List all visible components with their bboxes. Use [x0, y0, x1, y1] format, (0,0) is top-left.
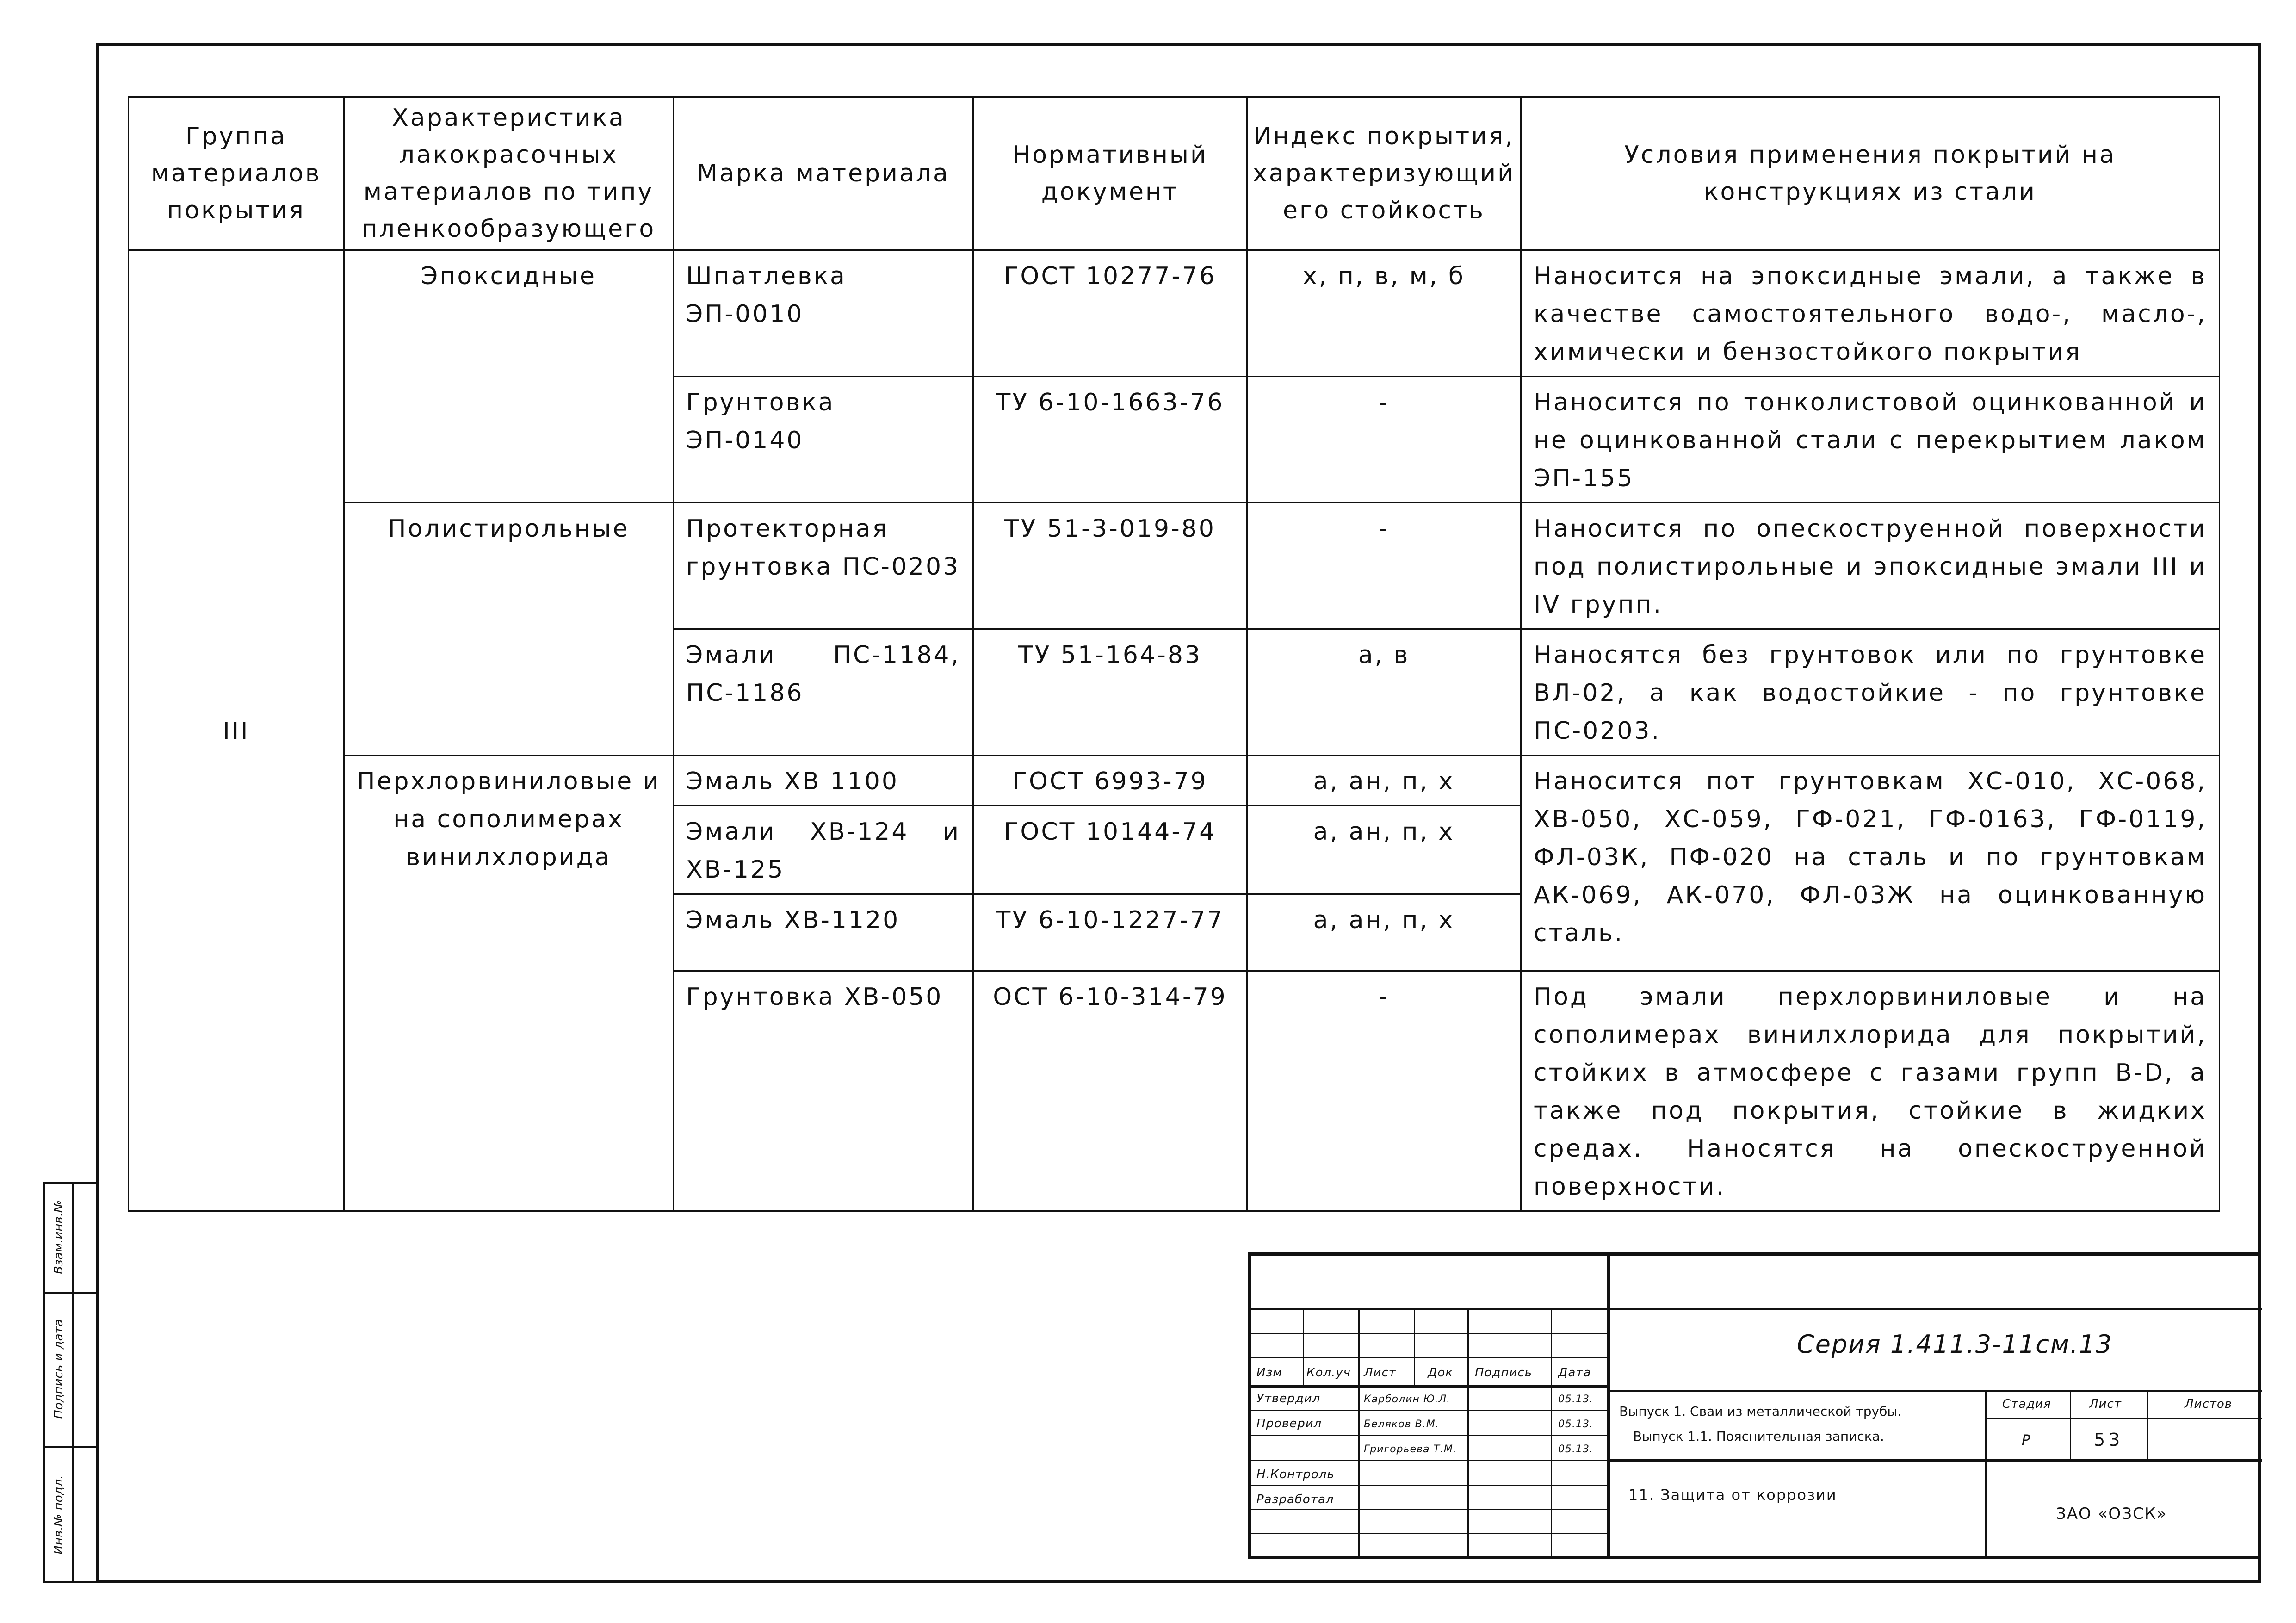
- conditions-cell: Наносится по тонколистовой оцинкованной и не оцинкованной стали с перекрытием лаком ЭП-155: [1521, 377, 2220, 503]
- sheets-label: Листов: [2185, 1397, 2233, 1411]
- index-cell: а, в: [1247, 629, 1521, 756]
- section-title: 11. Защита от коррозии: [1628, 1486, 1837, 1504]
- header-conditions: Условия применения покрытий на конструкциях из стали: [1521, 97, 2220, 250]
- role-checked: Проверил: [1256, 1417, 1322, 1431]
- role-norm: Н.Контроль: [1256, 1468, 1335, 1481]
- mark-cell: Шпатлевка ЭП-0010: [674, 250, 973, 377]
- mark-cell: Протекторная грунтовка ПС-0203: [674, 503, 973, 629]
- table-row: [129, 250, 2220, 377]
- mark-cell: Эмали ПС-1184, ПС-1186: [674, 629, 973, 756]
- doc-cell: ТУ 51-164-83: [973, 629, 1247, 756]
- type-perchlor: Перхлорвиниловые и на сополимерах винилхлорида: [344, 756, 674, 1211]
- index-cell: х, п, в, м, б: [1247, 250, 1521, 377]
- doc-cell: ТУ 6-10-1227-77: [973, 894, 1247, 971]
- issue-line-1: Выпуск 1. Сваи из металлической трубы.: [1619, 1404, 1902, 1419]
- header-characteristic: Характеристика лакокрасочных материалов по типу пленкообразующего: [344, 97, 674, 250]
- doc-cell: ГОСТ 6993-79: [973, 756, 1247, 806]
- group-cell: III: [129, 250, 344, 1211]
- index-cell: -: [1247, 971, 1521, 1211]
- index-cell: -: [1247, 503, 1521, 629]
- role-developed: Разработал: [1256, 1493, 1334, 1506]
- stamp-col-list: Лист: [1364, 1366, 1396, 1380]
- mark-cell: Грунтовка ЭП-0140: [674, 377, 973, 503]
- series-title: Серия 1.411.3-11см.13: [1797, 1330, 2113, 1359]
- table-header-row: [129, 97, 2220, 250]
- conditions-cell: Наносится по опескоструенной поверхности под полистирольные и эпоксидные эмали III и IV групп.: [1521, 503, 2220, 629]
- header-document: Нормативный документ: [973, 97, 1247, 250]
- date-checked: 05.13.: [1558, 1419, 1593, 1430]
- doc-cell: ТУ 6-10-1663-76: [973, 377, 1247, 503]
- conditions-cell: Под эмали перхлорвиниловые и на сополимерах винилхлорида для покрытий, стойких в атмосфере с газами групп B-D, а также под покрытия, стойкие в жидких средах. Наносятся на опескоструенной поверхности.: [1521, 971, 2220, 1211]
- person-approved: Карболин Ю.Л.: [1364, 1394, 1451, 1405]
- header-mark: Марка материала: [674, 97, 973, 250]
- mark-cell: Эмаль ХВ 1100: [674, 756, 973, 806]
- sheet-value: 53: [2094, 1430, 2124, 1450]
- stamp-col-date: Дата: [1558, 1366, 1591, 1380]
- role-approved: Утвердил: [1256, 1392, 1321, 1406]
- table-row: [129, 756, 2220, 806]
- table-row: [129, 503, 2220, 629]
- doc-cell: ОСТ 6-10-314-79: [973, 971, 1247, 1211]
- side-inv-label: Инв.№ подл.: [52, 1475, 66, 1555]
- side-vzam-label: Взам.инв.№: [52, 1200, 66, 1274]
- conditions-cell: Наносится пот грунтовкам ХС-010, ХС-068, ХВ-050, ХС-059, ГФ-021, ГФ-0163, ГФ-0119, ФЛ-03К, ПФ-020 на сталь и по грунтовкам АК-069, АК-070, ФЛ-03Ж на оцинкованную сталь.: [1521, 756, 2220, 971]
- index-cell: а, ан, п, х: [1247, 806, 1521, 894]
- stamp-col-dok: Док: [1428, 1366, 1453, 1380]
- stage-label: Стадия: [2002, 1397, 2051, 1411]
- doc-cell: ТУ 51-3-019-80: [973, 503, 1247, 629]
- stage-value: Р: [2022, 1432, 2031, 1449]
- date-approved: 05.13.: [1558, 1394, 1593, 1405]
- coatings-table: [128, 96, 2220, 1212]
- mark-cell: Эмаль ХВ-1120: [674, 894, 973, 971]
- issue-line-2: Выпуск 1.1. Пояснительная записка.: [1633, 1429, 1884, 1444]
- header-group: Группа материалов покрытия: [129, 97, 344, 250]
- date-third: 05.13.: [1558, 1443, 1593, 1455]
- person-third: Григорьева Т.М.: [1364, 1443, 1457, 1455]
- type-epoxy: Эпоксидные: [344, 250, 674, 503]
- company-name: ЗАО «ОЗСК»: [2056, 1505, 2167, 1523]
- stamp-col-sign: Подпись: [1475, 1366, 1532, 1380]
- index-cell: -: [1247, 377, 1521, 503]
- index-cell: а, ан, п, х: [1247, 756, 1521, 806]
- type-polystyrene: Полистирольные: [344, 503, 674, 756]
- sheet-label: Лист: [2089, 1397, 2122, 1411]
- person-checked: Беляков В.М.: [1364, 1419, 1439, 1430]
- header-index: Индекс покрытия, характеризующий его стойкость: [1247, 97, 1521, 250]
- stamp-col-koluch: Кол.уч: [1306, 1366, 1351, 1380]
- conditions-cell: Наносятся без грунтовок или по грунтовке ВЛ-02, а как водостойкие - по грунтовке ПС-0203.: [1521, 629, 2220, 756]
- doc-cell: ГОСТ 10277-76: [973, 250, 1247, 377]
- title-block: [1248, 1252, 2261, 1559]
- doc-cell: ГОСТ 10144-74: [973, 806, 1247, 894]
- mark-cell: Эмали ХВ-124 и ХВ-125: [674, 806, 973, 894]
- index-cell: а, ан, п, х: [1247, 894, 1521, 971]
- mark-cell: Грунтовка ХВ-050: [674, 971, 973, 1211]
- conditions-cell: Наносится на эпоксидные эмали, а также в качестве самостоятельного водо-, масло-, химически и бензостойкого покрытия: [1521, 250, 2220, 377]
- side-sign-label: Подпись и дата: [52, 1319, 66, 1419]
- stamp-col-izm: Изм: [1256, 1366, 1282, 1380]
- side-stamp: [43, 1182, 97, 1583]
